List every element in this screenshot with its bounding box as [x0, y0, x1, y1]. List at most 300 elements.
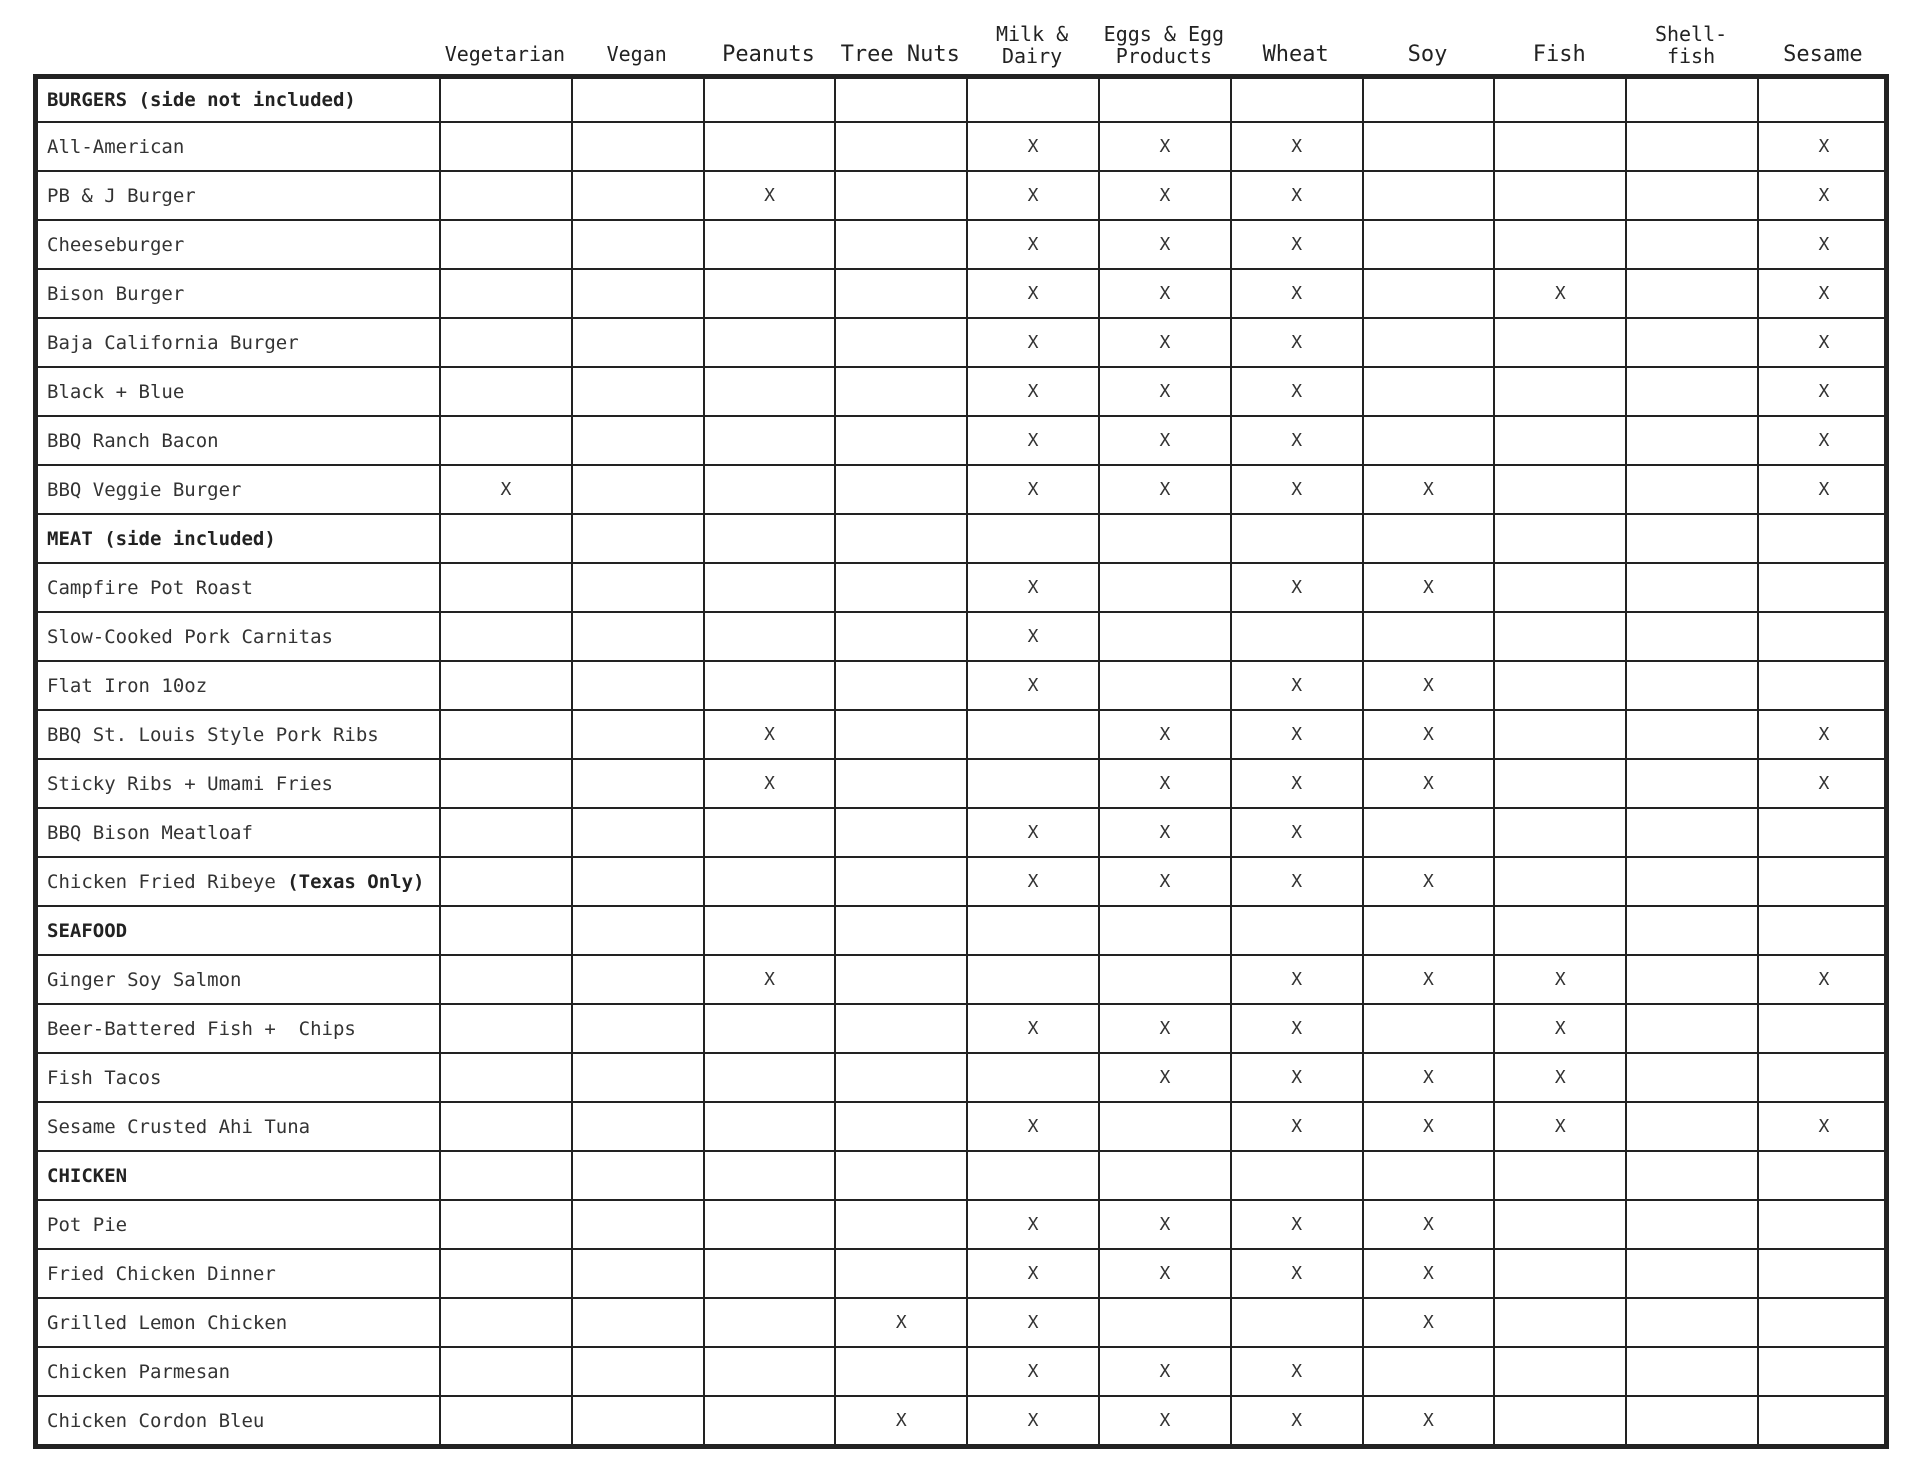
allergen-cell-eggs: [1098, 368, 1230, 415]
allergen-cell-fish: [1493, 1103, 1625, 1150]
dish-name-text: Pot Pie: [47, 1213, 128, 1236]
allergen-mark: X: [1291, 234, 1303, 255]
allergen-mark: X: [1554, 1067, 1566, 1088]
allergen-mark: X: [1818, 381, 1830, 402]
column-header-vegetarian: Vegetarian: [444, 42, 566, 66]
allergen-cell-soy: [1362, 1103, 1494, 1150]
allergen-cell-soy: [1362, 711, 1494, 758]
allergen-cell-vegetarian: [439, 515, 571, 562]
allergen-mark: X: [1159, 773, 1171, 794]
table-row: [38, 415, 1884, 464]
allergen-cell-shellfish: [1625, 1103, 1757, 1150]
allergen-cell-soy: [1362, 1201, 1494, 1248]
allergen-cell-vegan: [571, 1201, 703, 1248]
column-header-milk-dairy: Milk & Dairy: [995, 22, 1069, 68]
dish-name-text: Flat Iron 10oz: [47, 674, 208, 697]
allergen-cell-milk-dairy: [966, 172, 1098, 219]
column-header-shellfish: Shell- fish: [1654, 22, 1728, 68]
table-row: [38, 1052, 1884, 1101]
allergen-cell-vegetarian: [439, 221, 571, 268]
allergen-mark: X: [1027, 675, 1039, 696]
allergen-cell-tree-nuts: [834, 1054, 966, 1101]
allergen-cell-milk-dairy: [966, 564, 1098, 611]
dish-name-text: Chicken Parmesan: [47, 1360, 231, 1383]
allergen-cell-wheat: [1230, 858, 1362, 905]
allergen-mark: X: [1291, 724, 1303, 745]
allergen-cell-shellfish: [1625, 221, 1757, 268]
dish-name-text: Fish Tacos: [47, 1066, 162, 1089]
allergen-cell-tree-nuts: [834, 1250, 966, 1297]
section-title-text: MEAT (side included): [47, 527, 276, 550]
allergen-cell-soy: [1362, 319, 1494, 366]
allergen-cell-wheat: [1230, 172, 1362, 219]
allergen-cell-wheat: [1230, 515, 1362, 562]
allergen-cell-shellfish: [1625, 466, 1757, 513]
allergen-cell-soy: [1362, 1250, 1494, 1297]
allergen-cell-vegetarian: [439, 711, 571, 758]
section-row: [38, 79, 1884, 121]
allergen-cell-milk-dairy: [966, 1299, 1098, 1346]
allergen-mark: X: [764, 969, 775, 990]
allergen-mark: X: [1159, 1263, 1171, 1284]
allergen-cell-eggs: [1098, 1152, 1230, 1199]
allergen-cell-soy: [1362, 1299, 1494, 1346]
allergen-mark: X: [1027, 871, 1039, 892]
allergen-cell-eggs: [1098, 564, 1230, 611]
allergen-mark: X: [1159, 1214, 1171, 1235]
allergen-cell-vegetarian: [439, 1299, 571, 1346]
allergen-cell-vegetarian: [439, 1054, 571, 1101]
allergen-cell-vegan: [571, 123, 703, 170]
allergen-cell-soy: [1362, 760, 1494, 807]
allergen-cell-tree-nuts: [834, 662, 966, 709]
allergen-mark: X: [1818, 185, 1830, 206]
allergen-mark: X: [1027, 1361, 1039, 1382]
allergen-mark: X: [1818, 136, 1830, 157]
allergen-cell-sesame: [1757, 123, 1889, 170]
allergen-cell-milk-dairy: [966, 221, 1098, 268]
allergen-cell-sesame: [1757, 564, 1889, 611]
allergen-mark: X: [1027, 185, 1039, 206]
allergen-mark: X: [1159, 136, 1171, 157]
allergen-cell-soy: [1362, 613, 1494, 660]
allergen-cell-sesame: [1757, 858, 1889, 905]
allergen-cell-vegetarian: [439, 662, 571, 709]
allergen-cell-vegetarian: [439, 858, 571, 905]
allergen-mark: X: [1159, 479, 1171, 500]
allergen-cell-vegetarian: [439, 172, 571, 219]
allergen-cell-tree-nuts: [834, 1005, 966, 1052]
allergen-mark: X: [1423, 1214, 1434, 1235]
allergen-cell-shellfish: [1625, 1005, 1757, 1052]
allergen-cell-sesame: [1757, 270, 1889, 317]
allergen-cell-wheat: [1230, 270, 1362, 317]
allergen-cell-milk-dairy: [966, 1054, 1098, 1101]
allergen-cell-vegetarian: [439, 760, 571, 807]
allergen-cell-milk-dairy: [966, 368, 1098, 415]
allergen-cell-shellfish: [1625, 662, 1757, 709]
allergen-cell-tree-nuts: [834, 858, 966, 905]
allergen-cell-peanuts: [703, 1250, 835, 1297]
dish-name-text: Campfire Pot Roast: [47, 576, 253, 599]
column-header-soy: Soy: [1407, 42, 1448, 67]
dish-name-text: Baja California Burger: [47, 331, 299, 354]
dish-name: [38, 809, 439, 856]
allergen-cell-milk-dairy: [966, 1250, 1098, 1297]
allergen-cell-sesame: [1757, 1152, 1889, 1199]
allergen-cell-shellfish: [1625, 319, 1757, 366]
allergen-cell-eggs: [1098, 1054, 1230, 1101]
allergen-mark: X: [1818, 430, 1830, 451]
allergen-cell-shellfish: [1625, 270, 1757, 317]
allergen-cell-eggs: [1098, 760, 1230, 807]
dish-name-text: Cheeseburger: [47, 233, 185, 256]
allergen-cell-sesame: [1757, 368, 1889, 415]
allergen-cell-wheat: [1230, 417, 1362, 464]
allergen-cell-wheat: [1230, 1348, 1362, 1395]
allergen-cell-milk-dairy: [966, 1103, 1098, 1150]
dish-name-text: BBQ Bison Meatloaf: [47, 821, 253, 844]
allergen-cell-shellfish: [1625, 1054, 1757, 1101]
section-title: [38, 907, 439, 954]
allergen-cell-tree-nuts: [834, 417, 966, 464]
allergen-cell-eggs: [1098, 662, 1230, 709]
allergen-cell-fish: [1493, 515, 1625, 562]
allergen-mark: X: [1159, 724, 1171, 745]
allergen-mark: X: [1291, 1263, 1303, 1284]
allergen-cell-vegan: [571, 368, 703, 415]
allergen-cell-sesame: [1757, 760, 1889, 807]
allergen-cell-shellfish: [1625, 172, 1757, 219]
column-header-vegan: Vegan: [606, 42, 667, 66]
dish-name: [38, 466, 439, 513]
allergen-cell-tree-nuts: [834, 760, 966, 807]
allergen-cell-shellfish: [1625, 1348, 1757, 1395]
table-row: [38, 1346, 1884, 1395]
allergen-cell-eggs: [1098, 515, 1230, 562]
allergen-cell-wheat: [1230, 368, 1362, 415]
allergen-cell-peanuts: [703, 858, 835, 905]
allergen-cell-wheat: [1230, 123, 1362, 170]
allergen-mark: X: [1027, 1214, 1039, 1235]
allergen-cell-eggs: [1098, 907, 1230, 954]
allergen-cell-soy: [1362, 956, 1494, 1003]
allergen-mark: X: [1159, 283, 1171, 304]
allergen-cell-soy: [1362, 809, 1494, 856]
allergen-cell-vegetarian: [439, 123, 571, 170]
allergen-cell-vegan: [571, 564, 703, 611]
allergen-cell-tree-nuts: [834, 221, 966, 268]
allergen-cell-peanuts: [703, 956, 835, 1003]
allergen-cell-peanuts: [703, 613, 835, 660]
allergen-mark: X: [1818, 969, 1830, 990]
allergen-cell-eggs: [1098, 956, 1230, 1003]
table-row: [38, 268, 1884, 317]
allergen-cell-milk-dairy: [966, 123, 1098, 170]
allergen-mark: X: [1159, 381, 1171, 402]
allergen-cell-milk-dairy: [966, 270, 1098, 317]
allergen-cell-sesame: [1757, 1250, 1889, 1297]
allergen-cell-wheat: [1230, 1250, 1362, 1297]
allergen-cell-eggs: [1098, 466, 1230, 513]
allergen-cell-tree-nuts: [834, 564, 966, 611]
allergen-cell-vegan: [571, 270, 703, 317]
dish-name-text: BBQ Ranch Bacon: [47, 429, 219, 452]
table-row: [38, 317, 1884, 366]
allergen-cell-vegetarian: [439, 1152, 571, 1199]
allergen-cell-sesame: [1757, 613, 1889, 660]
allergen-cell-peanuts: [703, 907, 835, 954]
allergen-cell-vegetarian: [439, 466, 571, 513]
dish-name: [38, 711, 439, 758]
allergen-cell-vegan: [571, 711, 703, 758]
allergen-cell-fish: [1493, 809, 1625, 856]
allergen-mark: X: [1423, 1067, 1434, 1088]
table-row: [38, 1199, 1884, 1248]
allergen-mark: X: [1027, 626, 1039, 647]
allergen-cell-sesame: [1757, 172, 1889, 219]
column-header-eggs: Eggs & Egg Products: [1103, 22, 1225, 68]
allergen-cell-vegetarian: [439, 1397, 571, 1444]
allergen-cell-sesame: [1757, 711, 1889, 758]
dish-name: [38, 662, 439, 709]
allergen-cell-eggs: [1098, 79, 1230, 121]
allergen-mark: X: [1159, 822, 1171, 843]
allergen-cell-vegan: [571, 79, 703, 121]
allergen-cell-shellfish: [1625, 515, 1757, 562]
allergen-cell-shellfish: [1625, 1397, 1757, 1444]
dish-name: [38, 221, 439, 268]
allergen-cell-tree-nuts: [834, 809, 966, 856]
allergen-cell-vegan: [571, 760, 703, 807]
allergen-cell-milk-dairy: [966, 956, 1098, 1003]
dish-name: [38, 1299, 439, 1346]
allergen-mark: X: [895, 1410, 907, 1431]
allergen-cell-vegan: [571, 1250, 703, 1297]
allergen-cell-vegetarian: [439, 956, 571, 1003]
allergen-cell-fish: [1493, 907, 1625, 954]
allergen-mark: X: [1159, 332, 1171, 353]
allergen-cell-vegan: [571, 613, 703, 660]
allergen-cell-wheat: [1230, 1005, 1362, 1052]
allergen-mark: X: [1159, 1410, 1171, 1431]
allergen-cell-fish: [1493, 270, 1625, 317]
allergen-cell-fish: [1493, 1348, 1625, 1395]
allergen-cell-fish: [1493, 1005, 1625, 1052]
table-body: [33, 74, 1889, 1449]
allergen-cell-fish: [1493, 172, 1625, 219]
allergen-cell-vegan: [571, 1103, 703, 1150]
allergen-mark: X: [1423, 1312, 1434, 1333]
allergen-cell-eggs: [1098, 711, 1230, 758]
allergen-cell-fish: [1493, 760, 1625, 807]
allergen-cell-sesame: [1757, 1397, 1889, 1444]
allergen-cell-eggs: [1098, 123, 1230, 170]
dish-name: [38, 1054, 439, 1101]
allergen-cell-tree-nuts: [834, 1103, 966, 1150]
allergen-cell-soy: [1362, 1054, 1494, 1101]
allergen-cell-peanuts: [703, 809, 835, 856]
allergen-cell-eggs: [1098, 1299, 1230, 1346]
allergen-cell-milk-dairy: [966, 417, 1098, 464]
allergen-cell-wheat: [1230, 662, 1362, 709]
allergen-mark: X: [1027, 332, 1039, 353]
allergen-mark: X: [1027, 381, 1039, 402]
allergen-mark: X: [1291, 479, 1303, 500]
allergen-cell-vegetarian: [439, 79, 571, 121]
allergen-cell-soy: [1362, 858, 1494, 905]
table-row: [38, 1297, 1884, 1346]
allergen-mark: X: [1554, 969, 1566, 990]
dish-name: [38, 613, 439, 660]
table-row: [38, 1248, 1884, 1297]
allergen-cell-fish: [1493, 1250, 1625, 1297]
allergen-cell-sesame: [1757, 221, 1889, 268]
allergen-cell-vegetarian: [439, 809, 571, 856]
allergen-cell-vegetarian: [439, 564, 571, 611]
table-row: [38, 1003, 1884, 1052]
allergen-cell-peanuts: [703, 172, 835, 219]
allergen-mark: X: [1291, 136, 1303, 157]
allergen-cell-tree-nuts: [834, 613, 966, 660]
allergen-cell-vegan: [571, 907, 703, 954]
allergen-cell-vegan: [571, 662, 703, 709]
dish-name: [38, 1348, 439, 1395]
allergen-cell-shellfish: [1625, 1152, 1757, 1199]
allergen-cell-shellfish: [1625, 858, 1757, 905]
allergen-cell-fish: [1493, 1152, 1625, 1199]
allergen-cell-wheat: [1230, 319, 1362, 366]
allergen-cell-fish: [1493, 221, 1625, 268]
allergen-mark: X: [1027, 283, 1039, 304]
dish-name-text: Sticky Ribs + Umami Fries: [47, 772, 333, 795]
allergen-cell-milk-dairy: [966, 319, 1098, 366]
table-row: [38, 758, 1884, 807]
dish-name-text: All-American: [47, 135, 185, 158]
allergen-cell-fish: [1493, 1397, 1625, 1444]
allergen-cell-vegetarian: [439, 1103, 571, 1150]
table-row: [38, 856, 1884, 905]
allergen-mark: X: [1423, 577, 1434, 598]
section-title: [38, 515, 439, 562]
allergen-cell-peanuts: [703, 221, 835, 268]
allergen-cell-peanuts: [703, 123, 835, 170]
section-title-text: SEAFOOD: [47, 919, 128, 942]
allergen-mark: X: [1423, 1116, 1434, 1137]
allergen-cell-eggs: [1098, 613, 1230, 660]
allergen-cell-shellfish: [1625, 907, 1757, 954]
allergen-cell-vegetarian: [439, 1201, 571, 1248]
allergen-cell-wheat: [1230, 1299, 1362, 1346]
allergen-cell-eggs: [1098, 1250, 1230, 1297]
allergen-cell-eggs: [1098, 1397, 1230, 1444]
allergen-cell-vegetarian: [439, 1250, 571, 1297]
allergen-cell-sesame: [1757, 466, 1889, 513]
dish-note: (Texas Only): [287, 870, 425, 893]
allergen-mark: X: [1423, 1410, 1434, 1431]
allergen-cell-fish: [1493, 1299, 1625, 1346]
allergen-cell-shellfish: [1625, 711, 1757, 758]
allergen-cell-tree-nuts: [834, 1201, 966, 1248]
dish-name: [38, 956, 439, 1003]
allergen-cell-eggs: [1098, 319, 1230, 366]
allergen-mark: X: [1159, 185, 1171, 206]
allergen-cell-vegan: [571, 172, 703, 219]
dish-name-text: Beer-Battered Fish + Chips: [47, 1017, 356, 1040]
allergen-cell-milk-dairy: [966, 1005, 1098, 1052]
allergen-cell-soy: [1362, 123, 1494, 170]
allergen-cell-fish: [1493, 662, 1625, 709]
allergen-cell-milk-dairy: [966, 515, 1098, 562]
allergen-cell-sesame: [1757, 809, 1889, 856]
dish-name-text: PB & J Burger: [47, 184, 196, 207]
dish-name: [38, 319, 439, 366]
allergen-cell-sesame: [1757, 1103, 1889, 1150]
allergen-cell-eggs: [1098, 1005, 1230, 1052]
allergen-cell-shellfish: [1625, 123, 1757, 170]
allergen-cell-tree-nuts: [834, 368, 966, 415]
allergen-cell-vegan: [571, 1054, 703, 1101]
allergen-cell-sesame: [1757, 319, 1889, 366]
allergen-mark: X: [1291, 577, 1303, 598]
dish-name-text: Black + Blue: [47, 380, 185, 403]
allergen-mark: X: [764, 773, 775, 794]
allergen-mark: X: [1291, 1410, 1303, 1431]
allergen-cell-fish: [1493, 613, 1625, 660]
allergen-cell-peanuts: [703, 417, 835, 464]
allergen-cell-peanuts: [703, 368, 835, 415]
allergen-mark: X: [1818, 283, 1830, 304]
allergen-cell-wheat: [1230, 1103, 1362, 1150]
allergen-cell-vegan: [571, 1348, 703, 1395]
allergen-mark: X: [1027, 1018, 1039, 1039]
allergen-cell-milk-dairy: [966, 1201, 1098, 1248]
allergen-cell-soy: [1362, 270, 1494, 317]
dish-name: [38, 270, 439, 317]
dish-name-text: Fried Chicken Dinner: [47, 1262, 276, 1285]
allergen-cell-soy: [1362, 368, 1494, 415]
allergen-mark: X: [1027, 136, 1039, 157]
allergen-cell-tree-nuts: [834, 1348, 966, 1395]
column-header-sesame: Sesame: [1783, 42, 1863, 67]
allergen-cell-wheat: [1230, 221, 1362, 268]
allergen-cell-sesame: [1757, 1299, 1889, 1346]
allergen-cell-eggs: [1098, 221, 1230, 268]
allergen-cell-peanuts: [703, 1005, 835, 1052]
table-row: [38, 1101, 1884, 1150]
allergen-cell-vegan: [571, 319, 703, 366]
allergen-mark: X: [500, 479, 512, 500]
allergen-mark: X: [764, 724, 775, 745]
allergen-cell-eggs: [1098, 1201, 1230, 1248]
allergen-mark: X: [1027, 430, 1039, 451]
allergen-cell-vegetarian: [439, 613, 571, 660]
allergen-cell-shellfish: [1625, 1201, 1757, 1248]
allergen-cell-shellfish: [1625, 79, 1757, 121]
allergen-cell-sesame: [1757, 79, 1889, 121]
allergen-cell-peanuts: [703, 1201, 835, 1248]
allergen-cell-soy: [1362, 515, 1494, 562]
allergen-mark: X: [1818, 773, 1830, 794]
allergen-cell-peanuts: [703, 1299, 835, 1346]
allergen-cell-wheat: [1230, 564, 1362, 611]
allergen-mark: X: [1554, 283, 1566, 304]
dish-name-text: BBQ Veggie Burger: [47, 478, 242, 501]
allergen-cell-fish: [1493, 711, 1625, 758]
allergen-mark: X: [1027, 577, 1039, 598]
allergen-cell-milk-dairy: [966, 1348, 1098, 1395]
allergen-cell-fish: [1493, 368, 1625, 415]
